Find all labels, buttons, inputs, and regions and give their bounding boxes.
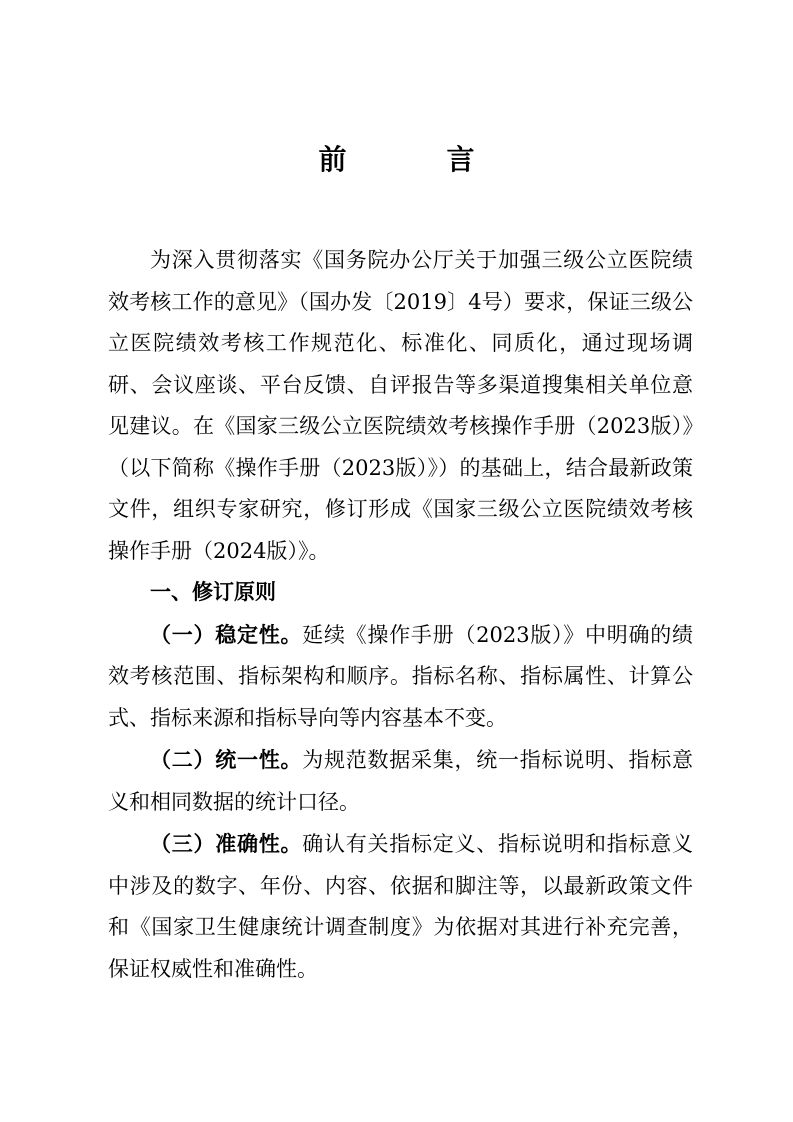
document-body [108, 240, 693, 990]
principle-lead: （三）准确性。 [150, 831, 303, 856]
principle-item-uniformity [108, 739, 693, 823]
principle-text: 确认有关指标定义、指标说明和指标意义中涉及的数字、年份、内容、依据和脚注等，以最新政策文件和《国家卫生健康统计调查制度》为依据对其进行补充完善，保证权威性和准确性。 [108, 832, 693, 981]
principle-lead: （二）统一性。 [150, 747, 303, 772]
section-heading: 一、修订原则 [150, 580, 276, 604]
principle-text: 延续《操作手册（2023版）》中明确的绩效考核范围、指标架构和顺序。指标名称、指标属性、计算公式、指标来源和指标导向等内容基本不变。 [108, 622, 694, 730]
principle-text: 为规范数据采集，统一指标说明、指标意义和相同数据的统计口径。 [108, 748, 693, 814]
principle-item-stability [108, 614, 693, 740]
principle-item-accuracy [108, 823, 693, 990]
principle-lead: （一）稳定性。 [150, 621, 303, 647]
intro-paragraph: 为深入贯彻落实《国务院办公厅关于加强三级公立医院绩效考核工作的意见》（国办发〔2019〕4号）要求，保证三级公立医院绩效考核工作规范化、标准化、同质化，通过现场调研、会议座谈、平台反馈、自评报告等多渠道搜集相关单位意见建议。在《国家三级公立医院绩效考核操作手册（2023版）》（以下简称《操作手册（2023版）》）的基础上，结合最新政策文件，组织专家研究，修订形成《国家三级公立医院绩效考核操作手册（2024版）》。 [108, 248, 693, 563]
page-title: 前 言 [318, 143, 511, 176]
